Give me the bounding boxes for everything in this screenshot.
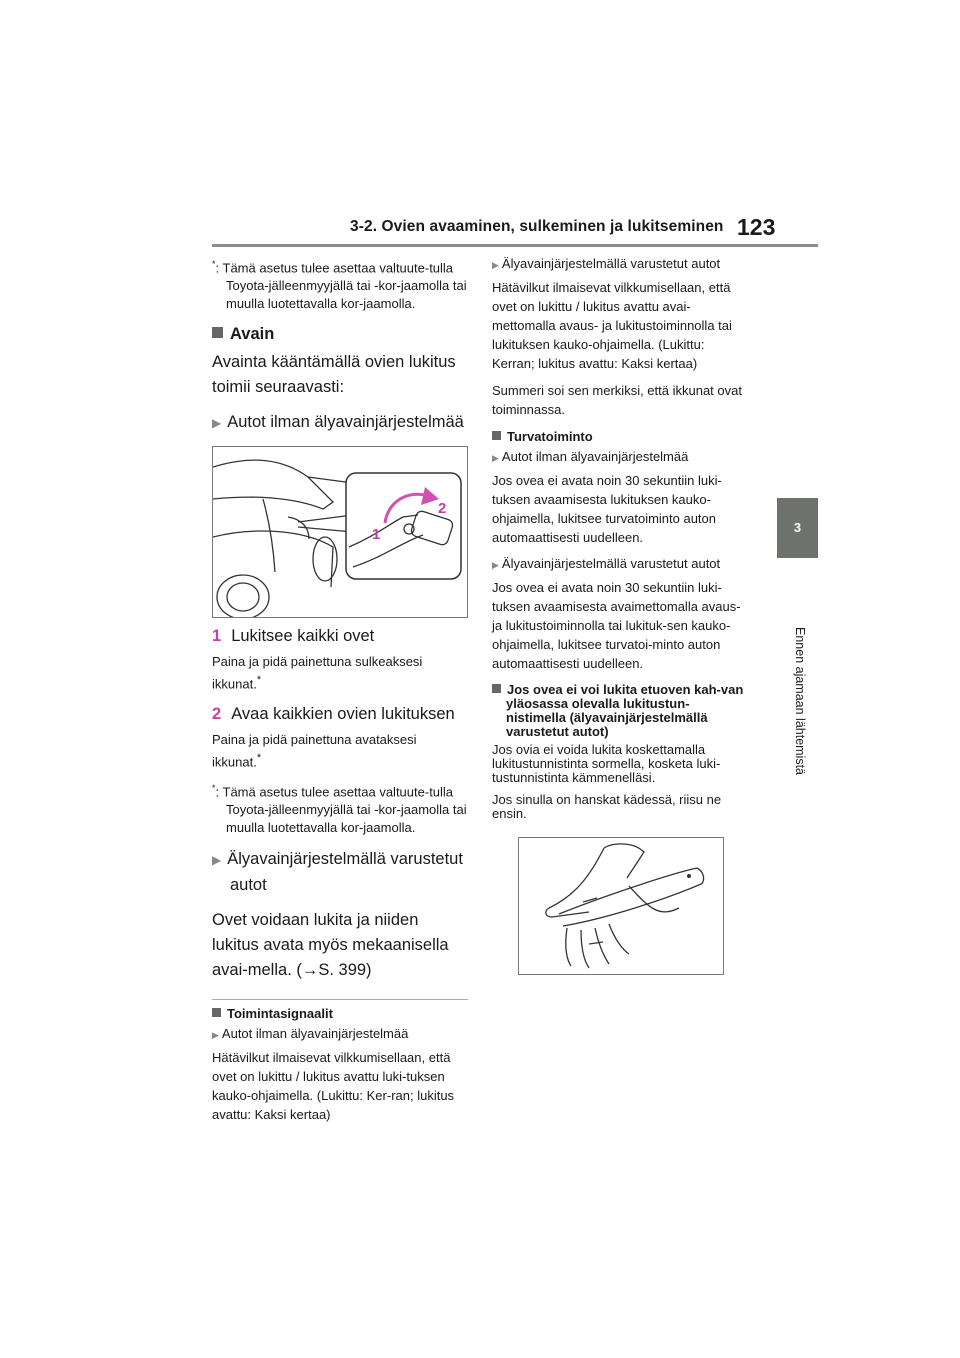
signals-without-smart: ▶ Autot ilman älyavainjärjestelmää [212,1026,409,1042]
divider [212,999,468,1000]
section-heading-security: Turvatoiminto [492,429,748,444]
chapter-label: Ennen ajamaan lähtemistä [793,627,807,776]
hand-on-door-handle-illustration [519,838,723,974]
buzzer-text: Summeri soi sen merkiksi, että ikkunat ovat toiminnassa. [492,383,742,417]
mechanical-key-text: Ovet voidaan lukita ja niiden lukitus avata myös mekaanisella avai-mella. (→S. 399) [212,911,449,980]
signals-with-text: Hätävilkut ilmaisevat vilkkumisellaan, että ovet on lukittu / lukitus avattu avai-mettomalla avaus- ja lukitustoiminnolla tai lukituksen kauko-ohjaimella. (Lukittu: Kerran; lukitus avattu: Kaksi kertaa) [492,280,732,371]
step-1: 1 Lukitsee kaikki ovet [212,627,375,646]
step-2: 2 Avaa kaikkien ovien lukituksen [212,704,455,723]
left-column [212,255,468,1132]
subsection-without-smart-key: ▶ Autot ilman älyavainjärjestelmää [212,413,464,432]
triangle-bullet-icon: ▶ [212,853,222,868]
square-bullet-icon [212,1008,221,1017]
security-with-text: Jos ovea ei avata noin 30 sekuntiin luki-tuksen avaamisesta avaimettomalla avaus- ja lukitustoiminnolla tai lukituk-sen kauko-ohjaimella, lukitsee turvatoi-minto auton automaattisesti uudelleen. [492,580,741,671]
security-without-smart: ▶ Autot ilman älyavainjärjestelmää [492,449,689,464]
subsection-with-smart-key: ▶ Älyavainjärjestelmällä varustetut autot [212,850,463,895]
section-heading-signals: Toimintasignaalit [212,1006,468,1021]
section-heading-sensor: Jos ovea ei voi lukita etuoven kah-van yläosassa olevalla lukitustun-nistimella (älyavainjärjestelmällä varustetut autot) [492,683,748,739]
step-2-detail: Paina ja pidä painettuna avataksesi ikkunat.* [212,731,417,769]
header-title: 3-2. Ovien avaaminen, sulkeminen ja lukitseminen [350,218,724,235]
hand-sensor-figure [518,837,724,975]
triangle-bullet-icon: ▶ [492,560,499,570]
square-bullet-icon [212,327,223,338]
figure-label-1: 1 [372,526,381,544]
header-rule [212,244,818,247]
car-door-key-illustration [213,447,467,617]
signals-text: Hätävilkut ilmaisevat vilkkumisellaan, että ovet on lukittu / lukitus avattu luki-tuksen kauko-ohjaimella. (Lukittu: Ker-ran; lukitus avattu: Kaksi kertaa) [212,1050,455,1123]
section-heading-avain: Avain [212,325,468,344]
footnote-2: *: Tämä asetus tulee asettaa valtuute-tulla Toyota-jälleenmyyjällä tai -kor-jaamolla tai muulla luotettavalla kor-jaamolla. [212,782,467,836]
triangle-bullet-icon: ▶ [212,416,222,431]
security-without-text: Jos ovea ei avata noin 30 sekuntiin luki-tuksen avaamisesta lukituksen kauko-ohjaimella, lukitsee turvatoiminto auton automaattisesti uudelleen. [492,473,722,545]
step-1-detail: Paina ja pidä painettuna sulkeaksesi ikkunat.* [212,654,423,692]
key-turn-figure [212,446,468,618]
avain-text: Avainta kääntämällä ovien lukitus toimii seuraavasti: [212,353,456,397]
gloves-text: Jos sinulla on hanskat kädessä, riisu ne ensin. [492,792,722,821]
signals-with-smart: ▶ Älyavainjärjestelmällä varustetut autot [492,256,721,271]
triangle-bullet-icon: ▶ [212,1030,219,1041]
triangle-bullet-icon: ▶ [492,260,499,270]
sensor-text: Jos ovia ei voida lukita koskettamalla lukitustunnistinta sormella, kosketa luki-tustunnistinta kämmenelläsi. [492,742,721,785]
page-number: 123 [737,214,776,240]
chapter-tab: 3 [777,498,818,558]
footnote: *: Tämä asetus tulee asettaa valtuute-tulla Toyota-jälleenmyyjällä tai -kor-jaamolla tai muulla luotettavalla kor-jaamolla. [212,259,467,312]
triangle-bullet-icon: ▶ [492,453,499,463]
figure-label-2: 2 [438,500,447,518]
security-with-smart: ▶ Älyavainjärjestelmällä varustetut autot [492,556,721,571]
square-bullet-icon [492,431,501,440]
square-bullet-icon [492,684,501,693]
right-column [492,255,748,975]
